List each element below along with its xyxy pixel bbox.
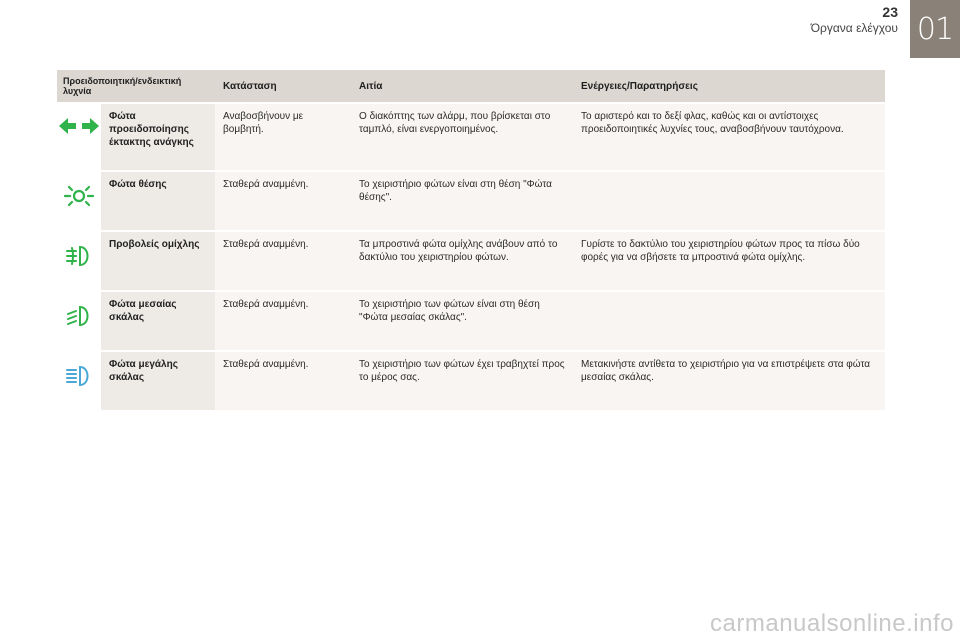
- page-number: 23: [882, 4, 898, 20]
- light-action: Μετακινήστε αντίθετα το χειριστήριο για να επιστρέψετε στα φώτα μεσαίας σκάλας.: [573, 352, 885, 410]
- column-header-cause: Αιτία: [351, 70, 573, 102]
- position-lights-icon: [59, 184, 99, 208]
- table-header-row: [57, 70, 885, 102]
- light-name: Φώτα μεγάλης σκάλας: [101, 352, 215, 410]
- light-name: Φώτα θέσης: [101, 172, 215, 230]
- watermark: carmanualsonline.info: [710, 610, 954, 637]
- column-header-indicator: Προειδοποιητική/ενδεικτική λυχνία: [57, 70, 215, 102]
- light-action: [573, 292, 885, 350]
- light-action: Γυρίστε το δακτύλιο του χειριστηρίου φώτων προς τα πίσω δύο φορές για να σβήσετε τα μπροστινά φώτα ομίχλης.: [573, 232, 885, 290]
- hazard-arrows-icon: [59, 116, 99, 136]
- warning-lights-table: [57, 68, 885, 412]
- light-status: Σταθερά αναμμένη.: [215, 352, 351, 410]
- light-cause: Τα μπροστινά φώτα ομίχλης ανάβουν από το δακτύλιο του χειριστηρίου φώτων.: [351, 232, 573, 290]
- table-row: [57, 172, 885, 230]
- light-cause: Το χειριστήριο φώτων είναι στη θέση "Φώτα θέσης".: [351, 172, 573, 230]
- light-name: Φώτα μεσαίας σκάλας: [101, 292, 215, 350]
- column-header-action: Ενέργειες/Παρατηρήσεις: [573, 70, 885, 102]
- light-cause: Ο διακόπτης των αλάρμ, που βρίσκεται στο ταμπλό, είναι ενεργοποιημένος.: [351, 104, 573, 170]
- light-status: Σταθερά αναμμένη.: [215, 292, 351, 350]
- light-cause: Το χειριστήριο των φώτων έχει τραβηχτεί προς το μέρος σας.: [351, 352, 573, 410]
- light-status: Σταθερά αναμμένη.: [215, 232, 351, 290]
- light-action: [573, 172, 885, 230]
- light-action: Το αριστερό και το δεξί φλας, καθώς και οι αντίστοιχες προειδοποιητικές λυχνίες τους, αναβοσβήνουν ταυτόχρονα.: [573, 104, 885, 170]
- table-row: [57, 104, 885, 170]
- light-name: Προβολείς ομίχλης: [101, 232, 215, 290]
- light-status: Αναβοσβήνουν με βομβητή.: [215, 104, 351, 170]
- light-name: Φώτα προειδοποίησης έκτακτης ανάγκης: [101, 104, 215, 170]
- light-status: Σταθερά αναμμένη.: [215, 172, 351, 230]
- table-row: [57, 352, 885, 410]
- chapter-title: Όργανα ελέγχου: [810, 21, 898, 35]
- main-beam-icon: [59, 364, 99, 388]
- dipped-beam-icon: [59, 304, 99, 328]
- chapter-tab: 01: [910, 0, 960, 58]
- table-row: [57, 232, 885, 290]
- column-header-status: Κατάσταση: [215, 70, 351, 102]
- light-cause: Το χειριστήριο των φώτων είναι στη θέση "Φώτα μεσαίας σκάλας".: [351, 292, 573, 350]
- front-fog-lights-icon: [59, 244, 99, 268]
- table-row: [57, 292, 885, 350]
